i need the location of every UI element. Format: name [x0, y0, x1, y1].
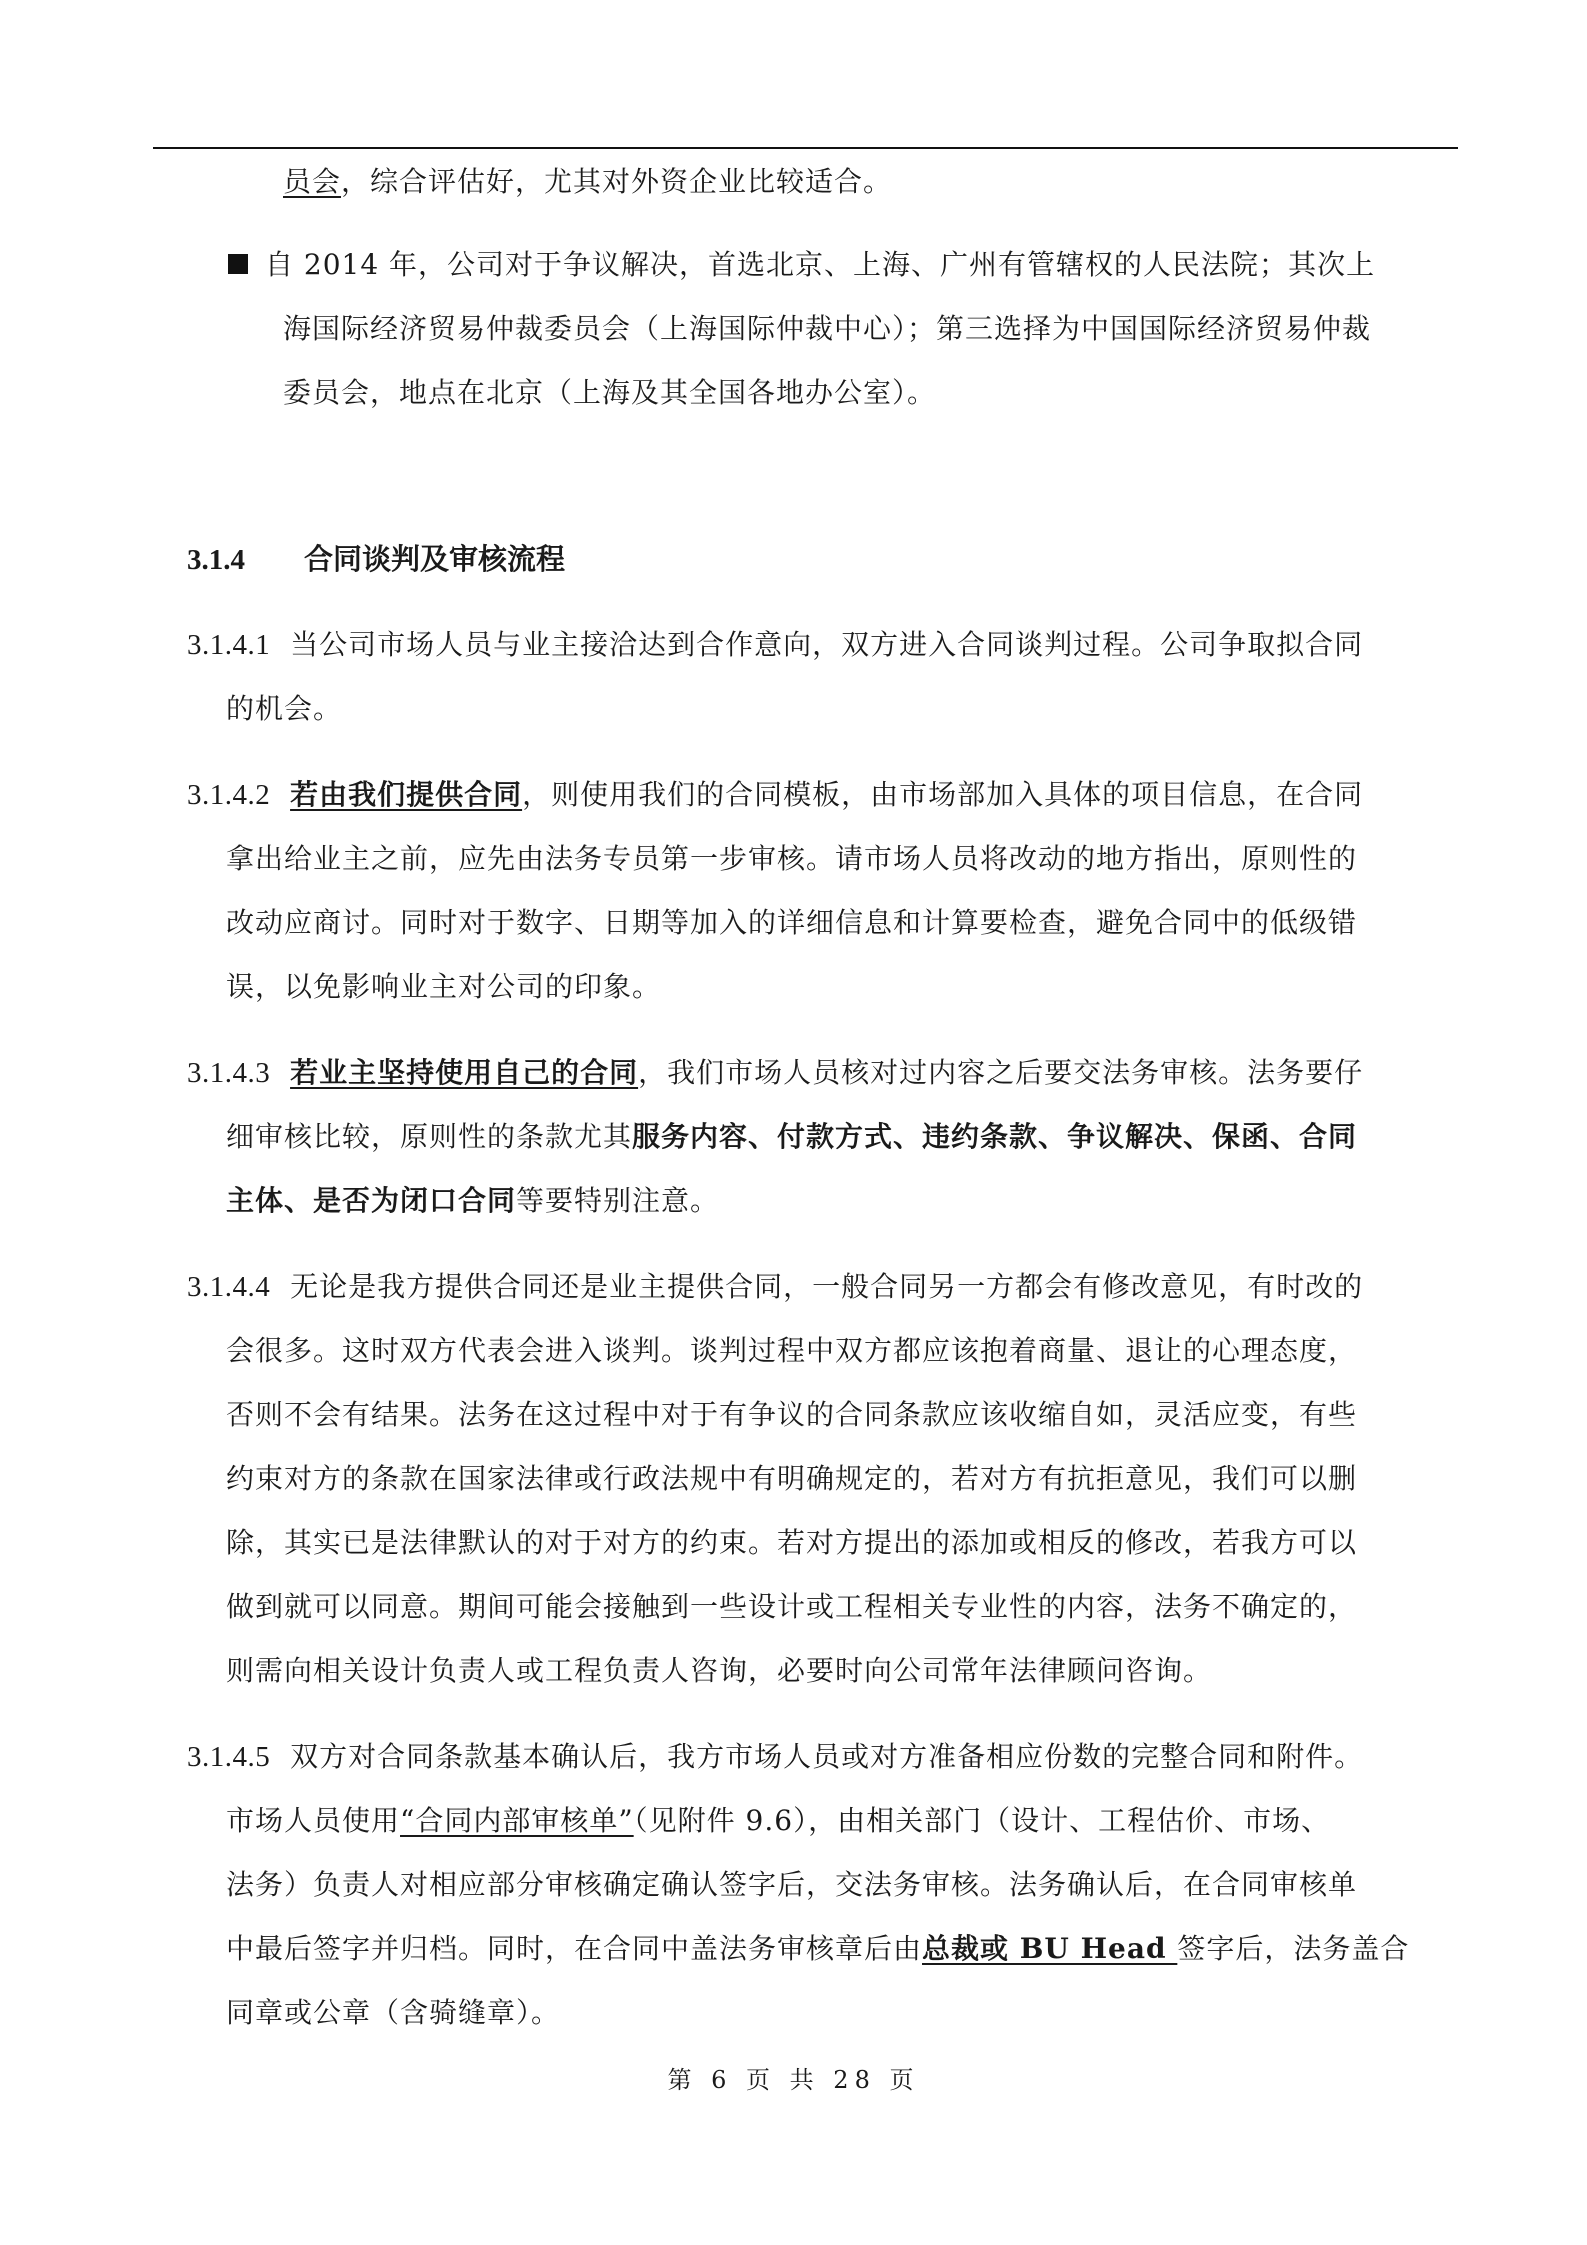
signer-bold-underlined: 总裁或 BU Head — [922, 1932, 1178, 1965]
para-3-1-4-5-line-4 — [226, 1917, 1409, 1981]
heading-title: 合同谈判及审核流程 — [304, 542, 566, 576]
form-reference-underlined: “合同内部审核单” — [400, 1804, 634, 1837]
para-3-1-4-4-line-1 — [187, 1255, 1363, 1319]
para-text: ，则使用我们的合同模板，由市场部加入具体的项目信息，在合同 — [522, 778, 1364, 811]
para-text: 当公司市场人员与业主接洽达到合作意向，双方进入合同谈判过程。公司争取拟合同 — [290, 628, 1364, 661]
para-3-1-4-2-line-4: 误，以免影响业主对公司的印象。 — [226, 970, 662, 1003]
bullet-line-3: 委员会，地点在北京（上海及其全国各地办公室）。 — [283, 376, 937, 409]
para-3-1-4-2-line-3: 改动应商讨。同时对于数字、日期等加入的详细信息和计算要检查，避免合同中的低级错 — [226, 906, 1358, 939]
para-3-1-4-4-line-2: 会很多。这时双方代表会进入谈判。谈判过程中双方都应该抱着商量、退让的心理态度， — [226, 1334, 1358, 1367]
para-number: 3.1.4.3 — [187, 1057, 271, 1089]
para-3-1-4-4-line-3: 否则不会有结果。法务在这过程中对于有争议的合同条款应该收缩自如，灵活应变，有些 — [226, 1398, 1358, 1431]
para-3-1-4-3-line-3 — [226, 1169, 719, 1233]
top-fragment-line — [283, 150, 892, 214]
bullet-line-1: 自 2014 年，公司对于争议解决，首选北京、上海、广州有管辖权的人民法院；其次上 — [265, 248, 1376, 281]
para-text: 细审核比较，原则性的条款尤其 — [226, 1120, 633, 1153]
top-fragment-underlined: 员会 — [283, 165, 342, 198]
bullet-line-2: 海国际经济贸易仲裁委员会（上海国际仲裁中心）；第三选择为中国国际经济贸易仲裁 — [283, 312, 1372, 345]
para-3-1-4-5-line-5: 同章或公章（含骑缝章）。 — [226, 1996, 561, 2029]
para-text: ，我们市场人员核对过内容之后要交法务审核。法务要仔 — [638, 1056, 1364, 1089]
para-3-1-4-2-line-1 — [187, 763, 1363, 827]
para-number: 3.1.4.1 — [187, 629, 271, 661]
para-3-1-4-1-line-2: 的机会。 — [226, 692, 343, 725]
para-3-1-4-5-line-2 — [226, 1789, 1330, 1853]
para-text: 无论是我方提供合同还是业主提供合同，一般合同另一方都会有修改意见，有时改的 — [290, 1270, 1364, 1303]
para-number: 3.1.4.5 — [187, 1741, 271, 1773]
header-rule — [153, 147, 1458, 149]
para-text: 市场人员使用 — [226, 1804, 401, 1837]
heading-number: 3.1.4 — [187, 544, 245, 576]
para-number: 3.1.4.4 — [187, 1271, 271, 1303]
para-text: 双方对合同条款基本确认后，我方市场人员或对方准备相应份数的完整合同和附件。 — [290, 1740, 1364, 1773]
para-bold-text: 主体、是否为闭口合同 — [226, 1184, 517, 1217]
para-3-1-4-3-line-2 — [226, 1105, 1357, 1169]
para-3-1-4-4-line-4: 约束对方的条款在国家法律或行政法规中有明确规定的，若对方有抗拒意见，我们可以删 — [226, 1462, 1358, 1495]
para-text: 等要特别注意。 — [516, 1184, 720, 1217]
para-3-1-4-4-line-7: 则需向相关设计负责人或工程负责人咨询，必要时向公司常年法律顾问咨询。 — [226, 1654, 1213, 1687]
para-text: （见附件 9.6），由相关部门（设计、工程估价、市场、 — [633, 1804, 1331, 1837]
para-3-1-4-4-line-6: 做到就可以同意。期间可能会接触到一些设计或工程相关专业性的内容，法务不确定的， — [226, 1590, 1358, 1623]
square-bullet-icon — [228, 254, 248, 274]
para-lead-underlined: 若由我们提供合同 — [290, 778, 523, 811]
para-3-1-4-1-line-1 — [187, 613, 1363, 677]
para-3-1-4-2-line-2: 拿出给业主之前，应先由法务专员第一步审核。请市场人员将改动的地方指出，原则性的 — [226, 842, 1358, 875]
top-fragment-rest: ，综合评估好，尤其对外资企业比较适合。 — [341, 165, 893, 198]
para-bold-text: 服务内容、付款方式、违约条款、争议解决、保函、合同 — [632, 1120, 1358, 1153]
page-number-footer: 第 6 页 共 28 页 — [667, 2066, 920, 2094]
para-text: 签字后，法务盖合 — [1177, 1932, 1410, 1965]
para-3-1-4-3-line-1 — [187, 1041, 1363, 1105]
para-3-1-4-4-line-5: 除，其实已是法律默认的对于对方的约束。若对方提出的添加或相反的修改，若我方可以 — [226, 1526, 1358, 1559]
para-3-1-4-5-line-1 — [187, 1725, 1363, 1789]
para-3-1-4-5-line-3: 法务）负责人对相应部分审核确定确认签字后，交法务审核。法务确认后，在合同审核单 — [226, 1868, 1358, 1901]
section-heading — [187, 527, 565, 592]
para-text: 中最后签字并归档。同时，在合同中盖法务审核章后由 — [226, 1932, 923, 1965]
para-number: 3.1.4.2 — [187, 779, 271, 811]
para-lead-underlined: 若业主坚持使用自己的合同 — [290, 1056, 639, 1089]
